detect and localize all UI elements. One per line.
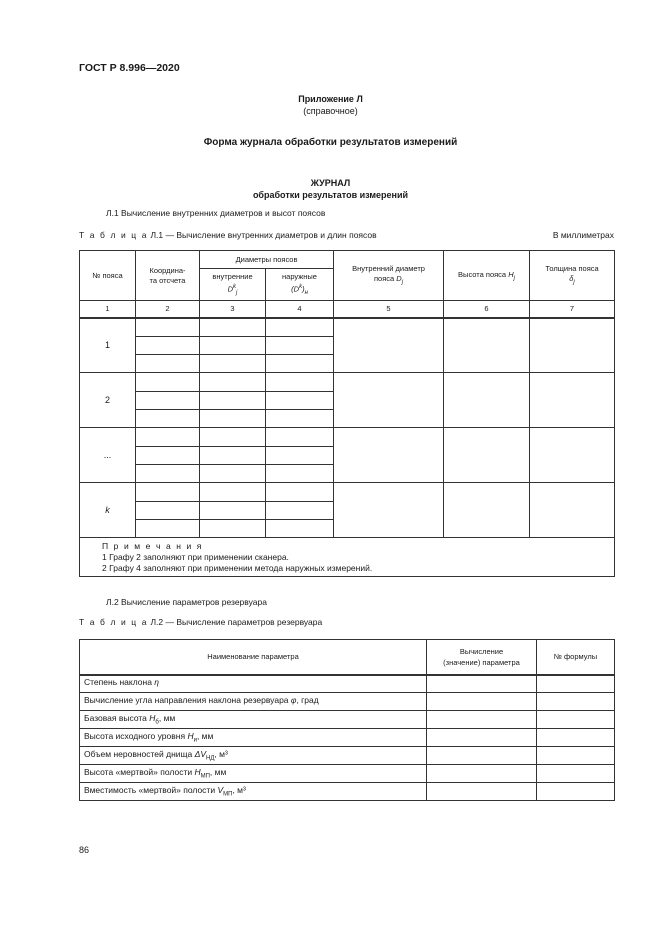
cell[interactable] — [136, 355, 200, 373]
cell[interactable] — [530, 373, 615, 428]
notes-title: П р и м е ч а н и я — [102, 541, 204, 551]
appendix-subtitle: (справочное) — [303, 106, 358, 116]
cell[interactable] — [444, 318, 530, 373]
table1-notes — [80, 538, 615, 577]
cell[interactable] — [200, 373, 266, 392]
formula-cell[interactable] — [537, 747, 615, 765]
formula-cell[interactable] — [537, 765, 615, 783]
note-item: 1 Графу 2 заполняют при применении сканера. — [102, 552, 289, 562]
cell[interactable] — [266, 520, 334, 538]
header-thickness: Толщина пояса $\delta_j$ — [530, 251, 615, 301]
col-number: 1 — [80, 301, 136, 318]
cell[interactable] — [200, 355, 266, 373]
param-name: Вычисление угла направления наклона резервуара φ, град — [80, 693, 427, 711]
cell[interactable] — [200, 483, 266, 502]
cell[interactable] — [444, 373, 530, 428]
formula-cell[interactable] — [537, 729, 615, 747]
col-number: 2 — [136, 301, 200, 318]
cell[interactable] — [334, 318, 444, 373]
cell[interactable] — [200, 465, 266, 483]
header-outer: наружные $(D^k)_н$ — [266, 269, 334, 301]
cell[interactable] — [136, 410, 200, 428]
cell[interactable] — [136, 465, 200, 483]
appendix-title: Приложение Л — [298, 94, 363, 104]
cell[interactable] — [200, 520, 266, 538]
col-number: 6 — [444, 301, 530, 318]
param-name: Степень наклона η — [80, 675, 427, 693]
cell[interactable] — [136, 483, 200, 502]
header-height: Высота пояса $H_j$ — [444, 251, 530, 301]
param-name: Высота исходного уровня $H_и$, мм — [80, 729, 427, 747]
cell[interactable] — [200, 502, 266, 520]
cell[interactable] — [266, 410, 334, 428]
table1-label: Т а б л и ц а — [79, 230, 149, 240]
journal-title: ЖУРНАЛ — [310, 178, 351, 188]
section2-heading: Л.2 Вычисление параметров резервуара — [106, 597, 267, 607]
units-label: В миллиметрах — [552, 230, 614, 240]
cell[interactable] — [136, 318, 200, 337]
param-value-cell[interactable] — [427, 729, 537, 747]
cell[interactable] — [334, 428, 444, 483]
belt-label: 2 — [80, 373, 136, 428]
formula-cell[interactable] — [537, 693, 615, 711]
col-number: 7 — [530, 301, 615, 318]
cell[interactable] — [334, 483, 444, 538]
table2-label: Т а б л и ц а — [79, 617, 149, 627]
table-l2 — [79, 639, 615, 801]
cell[interactable] — [136, 520, 200, 538]
header-calc: Вычисление (значение) параметра — [427, 640, 537, 675]
header-diameters: Диаметры поясов — [200, 251, 334, 269]
header-formula: № формулы — [537, 640, 615, 675]
journal-subtitle: обработки результатов измерений — [252, 190, 409, 200]
cell[interactable] — [266, 355, 334, 373]
table2-caption — [79, 617, 322, 627]
param-value-cell[interactable] — [427, 693, 537, 711]
note-item: 2 Графу 4 заполняют при применении метода наружных измерений. — [102, 563, 373, 573]
cell[interactable] — [334, 373, 444, 428]
cell[interactable] — [136, 392, 200, 410]
col-number: 4 — [266, 301, 334, 318]
col-number: 5 — [334, 301, 444, 318]
header-coord: Координа- та отсчета — [136, 251, 200, 301]
table1-caption — [79, 230, 377, 240]
param-value-cell[interactable] — [427, 765, 537, 783]
header-belt-no: № пояса — [80, 251, 136, 301]
cell[interactable] — [200, 447, 266, 465]
header-inner: внутренние $D^k_j$ — [200, 269, 266, 301]
cell[interactable] — [200, 392, 266, 410]
cell[interactable] — [266, 483, 334, 502]
cell[interactable] — [530, 318, 615, 373]
cell[interactable] — [136, 447, 200, 465]
cell[interactable] — [266, 465, 334, 483]
header-param-name: Наименование параметра — [80, 640, 427, 675]
param-value-cell[interactable] — [427, 711, 537, 729]
param-value-cell[interactable] — [427, 783, 537, 801]
standard-header: ГОСТ Р 8.996—2020 — [79, 62, 180, 74]
cell[interactable] — [136, 502, 200, 520]
form-title: Форма журнала обработки результатов измерений — [203, 137, 458, 148]
formula-cell[interactable] — [537, 675, 615, 693]
cell[interactable] — [266, 428, 334, 447]
cell[interactable] — [200, 410, 266, 428]
table1-caption-text: Л.1 — Вычисление внутренних диаметров и длин поясов — [150, 230, 377, 240]
param-name: Высота «мертвой» полости $H_{МП}$, мм — [80, 765, 427, 783]
cell[interactable] — [266, 502, 334, 520]
page-number: 86 — [79, 845, 90, 855]
cell[interactable] — [444, 483, 530, 538]
cell[interactable] — [266, 337, 334, 355]
section1-heading: Л.1 Вычисление внутренних диаметров и высот поясов — [106, 208, 326, 218]
table-l1 — [79, 250, 615, 577]
param-value-cell[interactable] — [427, 675, 537, 693]
belt-label: k — [80, 483, 136, 538]
table2-caption-text: Л.2 — Вычисление параметров резервуара — [150, 617, 323, 627]
cell[interactable] — [136, 337, 200, 355]
cell[interactable] — [444, 428, 530, 483]
param-value-cell[interactable] — [427, 747, 537, 765]
param-name: Вместимость «мертвой» полости $V_{МП}$, м³ — [80, 783, 427, 801]
col-number: 3 — [200, 301, 266, 318]
header-internal-diameter: Внутренний диаметр пояса $D_j$ — [334, 251, 444, 301]
param-name: Базовая высота $H_б$, мм — [80, 711, 427, 729]
cell[interactable] — [136, 428, 200, 447]
cell[interactable] — [266, 392, 334, 410]
param-name: Объем неровностей днища $\Delta V_{НД}$, м³ — [80, 747, 427, 765]
cell[interactable] — [200, 318, 266, 337]
cell[interactable] — [136, 373, 200, 392]
cell[interactable] — [200, 428, 266, 447]
cell[interactable] — [200, 337, 266, 355]
formula-cell[interactable] — [537, 711, 615, 729]
belt-label: 1 — [80, 318, 136, 373]
belt-label: ... — [80, 428, 136, 483]
formula-cell[interactable] — [537, 783, 615, 801]
cell[interactable] — [530, 483, 615, 538]
cell[interactable] — [530, 428, 615, 483]
cell[interactable] — [266, 373, 334, 392]
cell[interactable] — [266, 447, 334, 465]
cell[interactable] — [266, 318, 334, 337]
